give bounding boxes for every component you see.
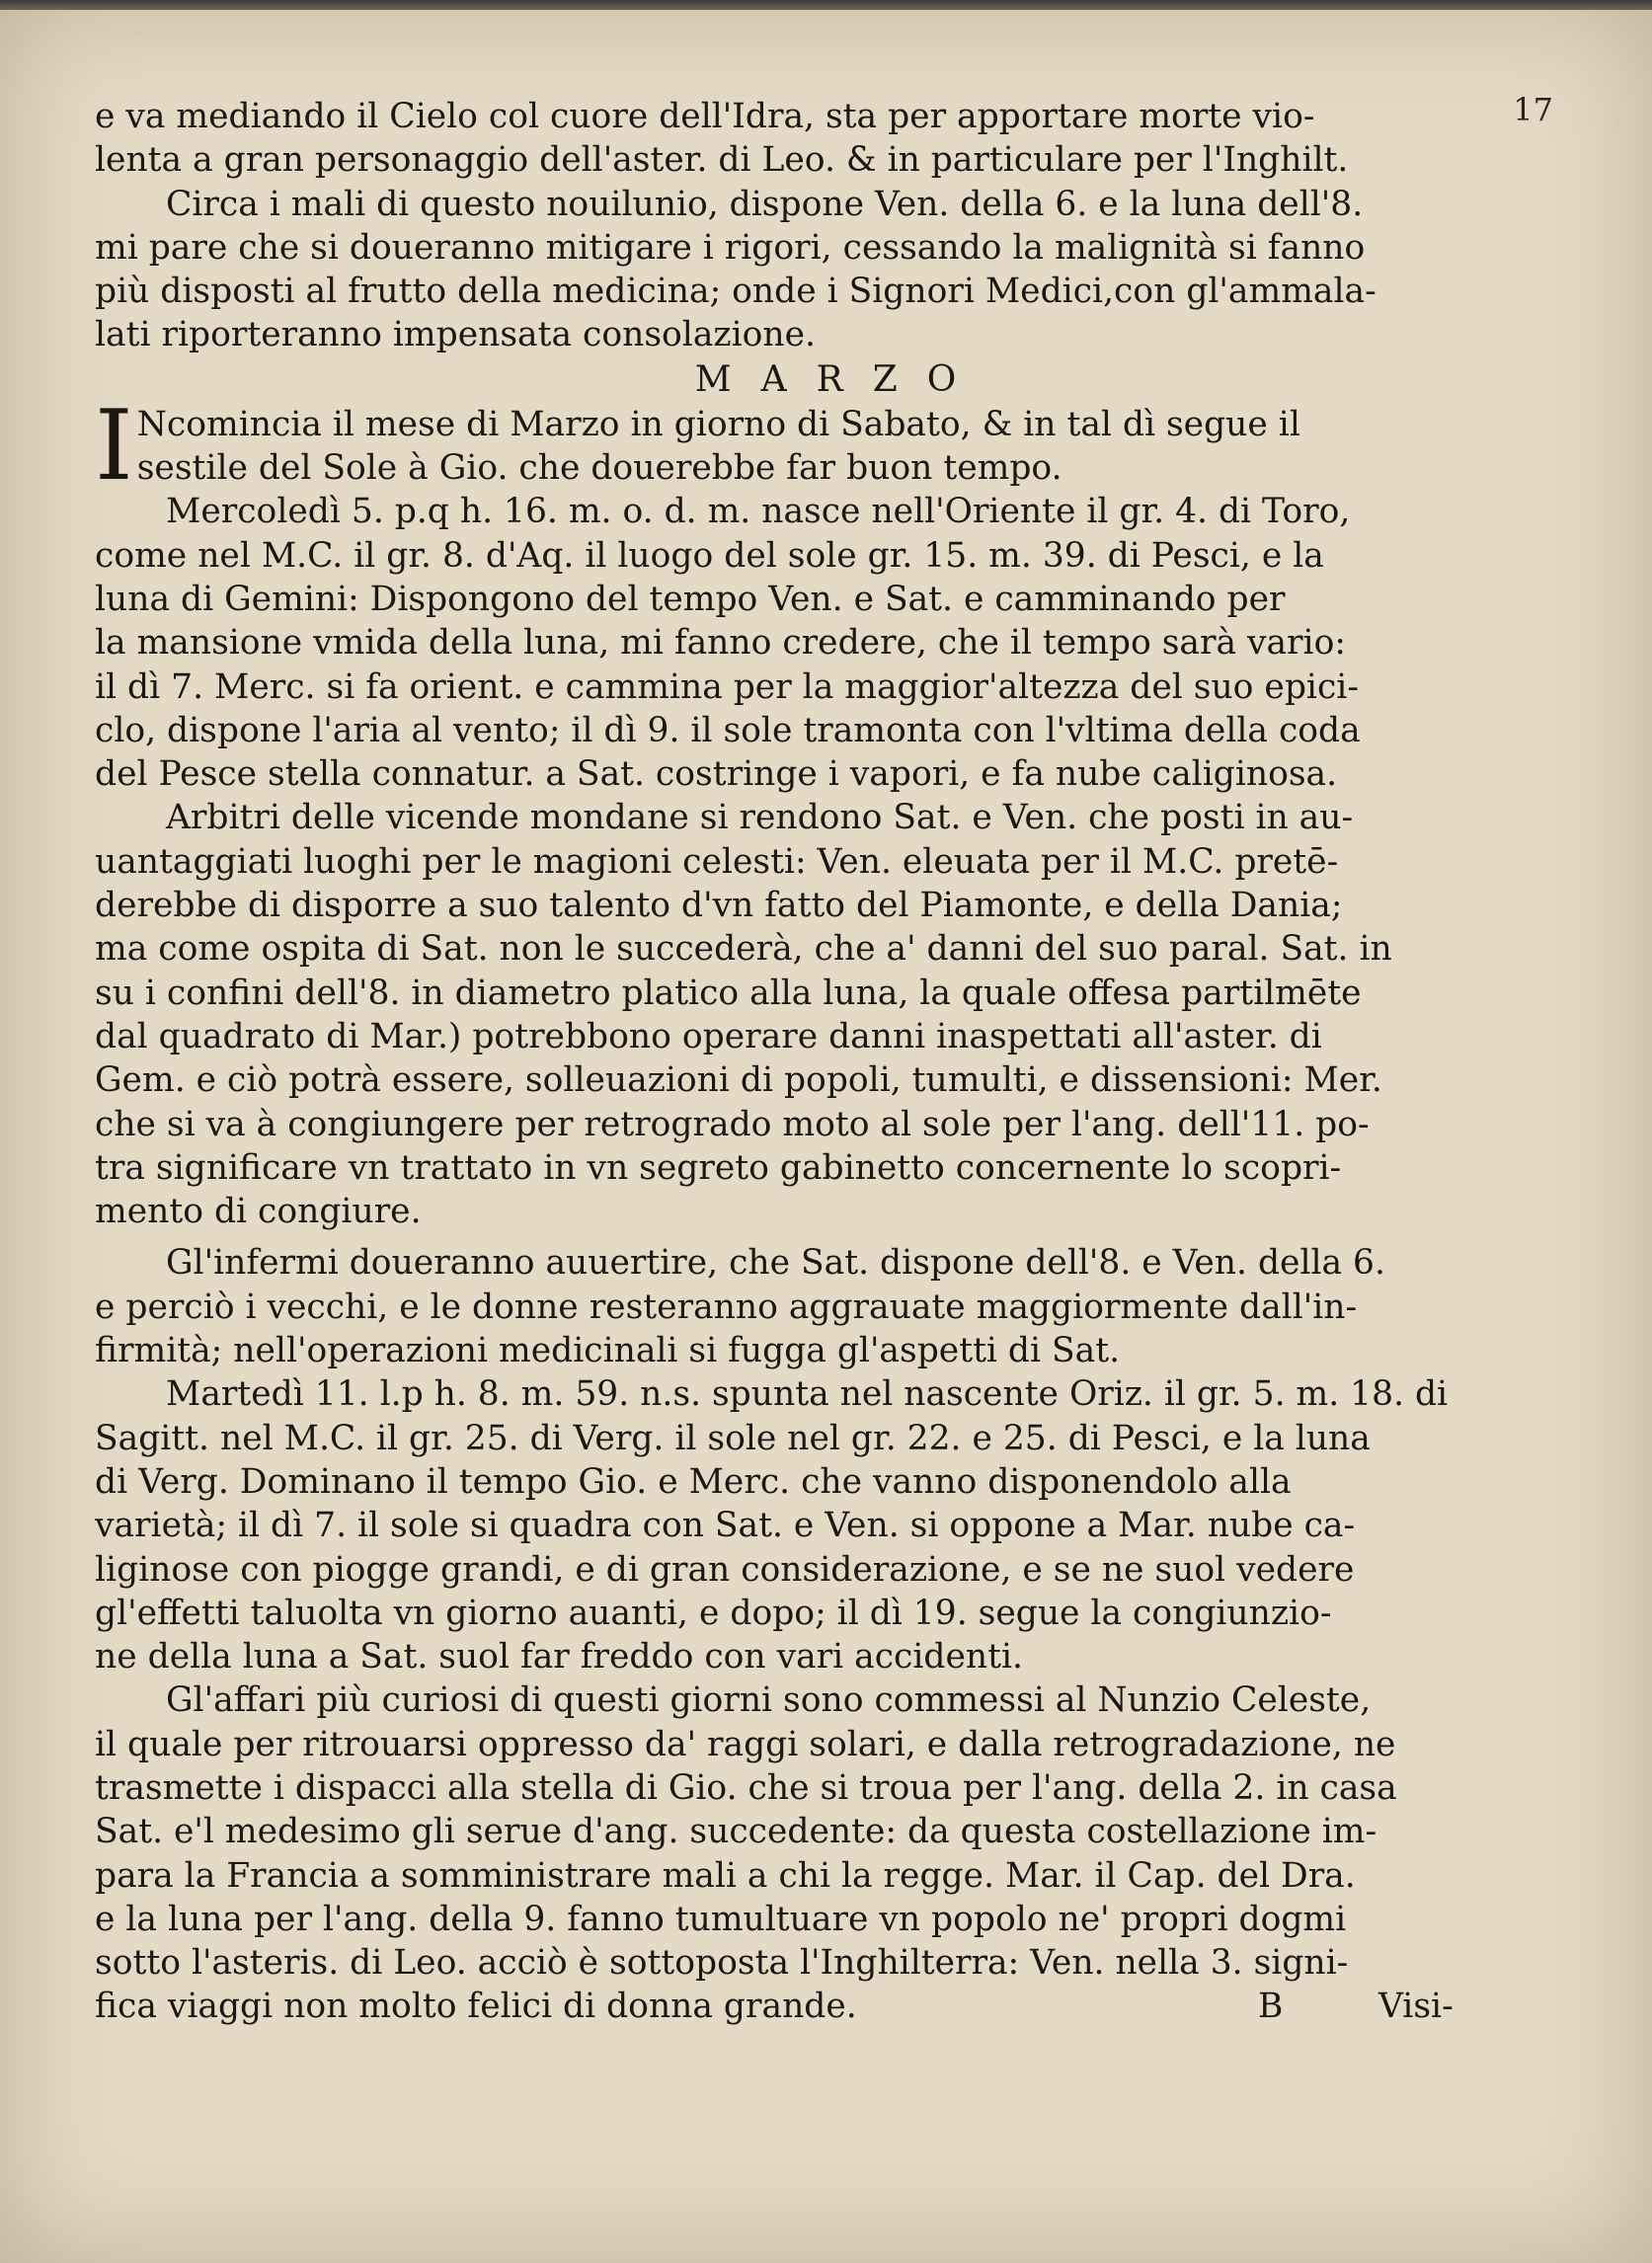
text-line: Martedì 11. l.p h. 8. m. 59. n.s. spunta nel nascente Oriz. il gr. 5. m. 18. di [166, 1374, 1449, 1415]
text-line: come nel M.C. il gr. 8. d'Aq. il luogo del sole gr. 15. m. 39. di Pesci, e la [95, 535, 1324, 576]
text-line: di Verg. Dominano il tempo Gio. e Merc. che vanno disponendolo alla [95, 1461, 1292, 1502]
text-line: Mercoledì 5. p.q h. 16. m. o. d. m. nasce nell'Oriente il gr. 4. di Toro, [166, 492, 1351, 532]
text-line: derebbe di disporre a suo talento d'vn fatto del Piamonte, e della Dania; [95, 886, 1343, 926]
text-line: sotto l'asteris. di Leo. acciò è sottoposta l'Inghilterra: Ven. nella 3. signi- [95, 1943, 1349, 1984]
catchword: Visi- [1378, 1987, 1454, 2027]
text-line: Gl'infermi doueranno auuertire, che Sat. dispone dell'8. e Ven. della 6. [166, 1243, 1385, 1284]
text-line: del Pesce stella connatur. a Sat. costringe i vapori, e fa nube caliginosa. [95, 754, 1338, 795]
text-line: Ncomincia il mese di Marzo in giorno di Sabato, & in tal dì segue il [136, 404, 1300, 444]
text-line: Sat. e'l medesimo gli serue d'ang. succedente: da questa costellazione im- [95, 1812, 1377, 1852]
text-line: liginose con piogge grandi, e di gran considerazione, e se ne suol vedere [95, 1549, 1355, 1590]
text-line: firmità; nell'operazioni medicinali si fugga gl'aspetti di Sat. [95, 1331, 1121, 1371]
text-line: dal quadrato di Mar.) potrebbono operare danni inaspettati all'aster. di [95, 1016, 1322, 1056]
text-line: tra significare vn trattato in vn segreto gabinetto concernente lo scopri- [95, 1147, 1342, 1188]
month-heading: MARZO [694, 358, 986, 400]
text-line: Gl'affari più curiosi di questi giorni sono commessi al Nunzio Celeste, [166, 1680, 1372, 1721]
text-line: Arbitri delle vicende mondane si rendono Sat. e Ven. che posti in au- [166, 798, 1354, 838]
text-line: trasmette i dispacci alla stella di Gio. che si troua per l'ang. della 2. in casa [95, 1767, 1397, 1808]
text-line: e perciò i vecchi, e le donne resteranno aggrauate maggiormente dall'in- [95, 1287, 1358, 1327]
text-line: luna di Gemini: Dispongono del tempo Ven. e Sat. e camminando per [95, 579, 1286, 619]
text-line: clo, dispone l'aria al vento; il dì 9. il sole tramonta con l'vltima della coda [95, 710, 1361, 750]
text-line: il dì 7. Merc. si fa orient. e cammina per la maggior'altezza del suo epici- [95, 666, 1359, 707]
text-line: Circa i mali di questo nouilunio, dispone Ven. della 6. e la luna dell'8. [166, 184, 1364, 224]
page-text [95, 95, 1556, 2029]
text-line: para la Francia a somministrare mali a chi la regge. Mar. il Cap. del Dra. [95, 1855, 1356, 1896]
text-line: mento di congiure. [95, 1192, 422, 1232]
text-line: il quale per ritrouarsi oppresso da' raggi solari, e dalla retrogradazione, ne [95, 1724, 1396, 1764]
page-number: 17 [1513, 91, 1553, 128]
text-line: Sagitt. nel M.C. il gr. 25. di Verg. il sole nel gr. 22. e 25. di Pesci, e la luna [95, 1418, 1371, 1458]
text-line: lenta a gran personaggio dell'aster. di Leo. & in particulare per l'Inghilt. [95, 140, 1349, 181]
signature-mark: B [1258, 1987, 1284, 2027]
text-line: uantaggiati luoghi per le magioni celesti: Ven. eleuata per il M.C. pretē- [95, 841, 1339, 882]
text-line: più disposti al frutto della medicina; onde i Signori Medici,con gl'ammala- [95, 272, 1377, 312]
text-line: mi pare che si doueranno mitigare i rigori, cessando la malignità si fanno [95, 227, 1366, 268]
text-line: Gem. e ciò potrà essere, solleuazioni di popoli, tumulti, e dissensioni: Mer. [95, 1060, 1382, 1101]
text-line: e la luna per l'ang. della 9. fanno tumultuare vn popolo ne' propri dogmi [95, 1899, 1347, 1939]
text-line: gl'effetti taluolta vn giorno auanti, e dopo; il dì 19. segue la congiunzio- [95, 1593, 1332, 1633]
text-line: ma come ospita di Sat. non le succederà, che a' danni del suo paral. Sat. in [95, 929, 1392, 970]
text-line: che si va à congiungere per retrogrado moto al sole per l'ang. dell'11. po- [95, 1104, 1370, 1144]
text-line: lati riporteranno impensata consolazione. [95, 315, 816, 355]
text-line: varietà; il dì 7. il sole si quadra con Sat. e Ven. si oppone a Mar. nube ca- [95, 1506, 1356, 1546]
text-line: su i confini dell'8. in diametro platico alla luna, la quale offesa partilmēte [95, 973, 1362, 1013]
paragraph-marzo-opening [95, 389, 1556, 503]
text-line: fica viaggi non molto felici di donna grande. [95, 1987, 857, 2027]
text-line: e va mediando il Cielo col cuore dell'Idra, sta per apportare morte vio- [95, 97, 1315, 136]
drop-cap: I [95, 389, 133, 503]
text-line: sestile del Sole à Gio. che douerebbe far buon tempo. [136, 448, 1062, 489]
text-line: ne della luna a Sat. suol far freddo con vari accidenti. [95, 1637, 1023, 1678]
page-top-edge [0, 0, 1652, 10]
last-line [95, 1985, 1556, 2028]
text-line: la mansione vmida della luna, mi fanno credere, che il tempo sarà vario: [95, 623, 1346, 663]
